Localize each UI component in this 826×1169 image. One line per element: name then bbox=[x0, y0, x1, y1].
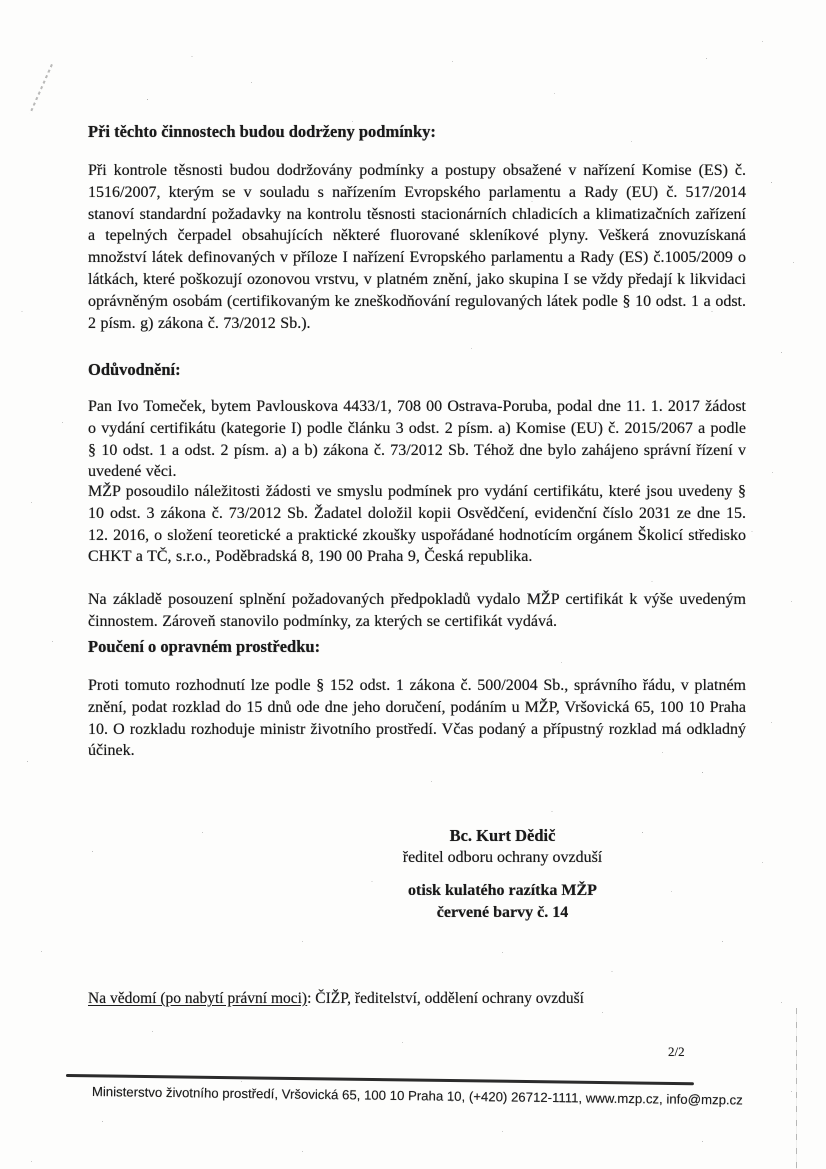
footer-divider bbox=[66, 1074, 694, 1085]
distribution-line bbox=[88, 990, 788, 1008]
scan-noise-layer-2 bbox=[0, 0, 2, 1]
justification-paragraph-2: MŽP posoudilo náležitosti žádosti ve smyslu podmínek pro vydání certifikátu, které jsou uvedeny § 10 odst. 3 zákona č. 73/2012 Sb. Žadatel doložil kopii Osvědčení, evidenční číslo 2031 ze dne 15. 12. 2016, o složení teoretické a praktické zkoušky uspořádané hodnotícím orgánem Školicí středisko CHKT a TČ, s.r.o., Poděbradská 8, 190 00 Praha 9, Česká republika. bbox=[88, 483, 746, 566]
justification-paragraph-1: Pan Ivo Tomeček, bytem Pavlouskova 4433/1, 708 00 Ostrava-Poruba, podal dne 11. 1. 2017 žádost o vydání certifikátu (kategorie I) podle článku 3 odst. 2 písm. a) Komise (EU) č. 2015/2067 a podle § 10 odst. 1 a odst. 2 písm. a) a b) zákona č. 73/2012 Sb. Téhož dne bylo zahájeno správní řízení v uvedené věci. bbox=[88, 398, 746, 481]
distribution-value: : ČIŽP, ředitelství, oddělení ochrany ovzduší bbox=[307, 990, 584, 1007]
page-number: 2/2 bbox=[668, 1044, 685, 1059]
signatory-title: ředitel odboru ochrany ovzduší bbox=[402, 849, 603, 866]
conditions-paragraph: Při kontrole těsnosti budou dodržovány podmínky a postupy obsažené v nařízení Komise (ES) č. 1516/2007, kterým se v souladu s nařízením Evropského parlamentu a Rady (EU) č. 517/2014 stanoví standardní požadavky na kontrolu těsnosti stacionárních chladicích a klimatizačních zařízení a tepelných čerpadel obsahujících některé fluorované skleníkové plyny. Veškerá znovuzískaná množství látek definovaných v příloze I nařízení Evropského parlamentu a Rady (ES) č.1005/2009 o látkách, které poškozují ozonovou vrstvu, v platném znění, jako skupina I se vždy předají k likvidaci oprávněným osobám (certifikovaným ke zneškodňování regulovaných látek podle § 10 odst. 1 a odst. 2 písm. g) zákona č. 73/2012 Sb.). bbox=[88, 162, 746, 332]
footer-contact-line: Ministerstvo životního prostředí, Vršovická 65, 100 10 Praha 10, (+420) 26712-1111, www.mzp.cz, info@mzp.cz bbox=[91, 1084, 743, 1108]
justification-paragraph-3: Na základě posouzení splnění požadovaných předpokladů vydalo MŽP certifikát k výše uvedeným činnostem. Zároveň stanovilo podmínky, za kterých se certifikát vydává. bbox=[88, 591, 746, 630]
stamp-note-line-1: otisk kulatého razítka MŽP bbox=[408, 882, 597, 899]
appeal-heading: Poučení o opravném prostředku: bbox=[88, 637, 321, 656]
distribution-label: Na vědomí (po nabytí právní moci) bbox=[88, 990, 308, 1007]
conditions-heading: Při těchto činnostech budou dodrženy podmínky: bbox=[88, 122, 436, 141]
signature-block bbox=[330, 826, 675, 924]
signatory-name: Bc. Kurt Dědič bbox=[449, 826, 556, 845]
stamp-note-line-2: červené barvy č. 14 bbox=[436, 904, 569, 921]
scan-scratch-mark bbox=[29, 64, 53, 114]
scan-edge-artifact bbox=[796, 1008, 797, 1169]
justification-heading: Odůvodnění: bbox=[88, 360, 181, 379]
appeal-paragraph: Proti tomuto rozhodnutí lze podle § 152 odst. 1 zákona č. 500/2004 Sb., správního řádu, v platném znění, podat rozklad do 15 dnů ode dne jeho doručení, podáním u MŽP, Vršovická 65, 100 10 Praha 10. O rozkladu rozhoduje ministr životního prostředí. Včas podaný a přípustný rozklad má odkladný účinek. bbox=[88, 677, 746, 760]
